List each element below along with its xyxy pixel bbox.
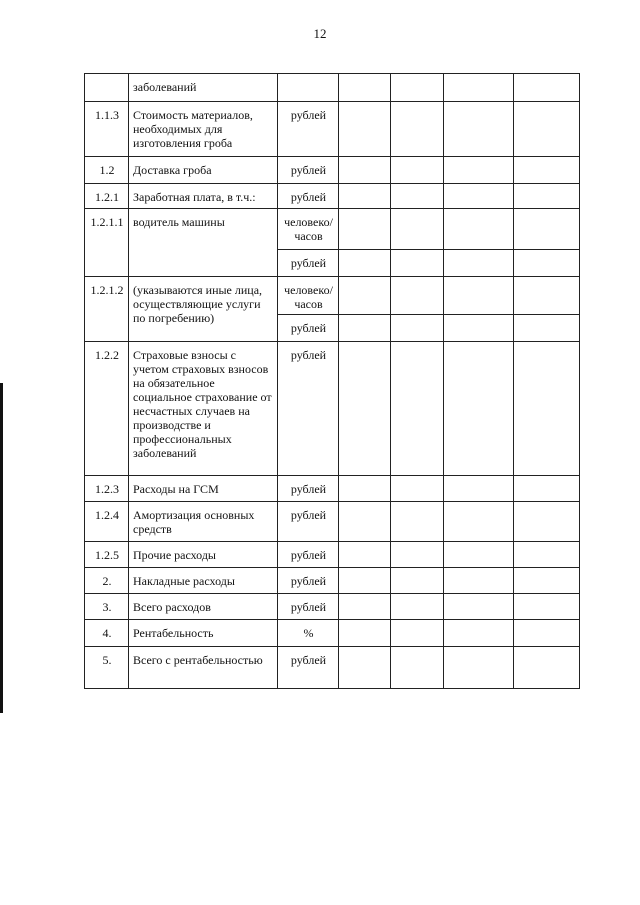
value-cell — [339, 250, 391, 277]
value-cell — [391, 184, 444, 209]
value-cell — [339, 184, 391, 209]
value-cell — [514, 542, 580, 568]
row-number-cell: 1.2.4 — [85, 502, 129, 542]
value-cell — [444, 102, 514, 157]
row-number-cell: 1.2.5 — [85, 542, 129, 568]
value-cell — [444, 476, 514, 502]
row-number-cell: 1.2.1 — [85, 184, 129, 209]
table-row — [85, 184, 580, 209]
row-number-cell: 1.2.1.2 — [85, 277, 129, 342]
unit-cell: рублей — [278, 184, 339, 209]
value-cell — [514, 209, 580, 250]
item-name-cell: Расходы на ГСМ — [129, 476, 278, 502]
unit-cell: рублей — [278, 342, 339, 476]
item-name-cell: Рентабельность — [129, 620, 278, 647]
unit-cell: рублей — [278, 315, 339, 342]
table-row — [85, 74, 580, 102]
table-row — [85, 476, 580, 502]
value-cell — [444, 184, 514, 209]
value-cell — [391, 315, 444, 342]
value-cell — [444, 209, 514, 250]
unit-cell: рублей — [278, 102, 339, 157]
item-name-cell: Стоимость материалов, необходимых для изготовления гроба — [129, 102, 278, 157]
value-cell — [339, 315, 391, 342]
item-name-cell: Прочие расходы — [129, 542, 278, 568]
row-number-cell — [85, 74, 129, 102]
value-cell — [514, 157, 580, 184]
value-cell — [444, 620, 514, 647]
value-cell — [514, 342, 580, 476]
value-cell — [339, 102, 391, 157]
value-cell — [391, 647, 444, 689]
item-name-cell: Доставка гроба — [129, 157, 278, 184]
row-number-cell: 1.2.2 — [85, 342, 129, 476]
value-cell — [514, 620, 580, 647]
table-row — [85, 277, 580, 315]
value-cell — [391, 620, 444, 647]
value-cell — [514, 184, 580, 209]
unit-cell — [278, 74, 339, 102]
table-row — [85, 647, 580, 689]
unit-cell: рублей — [278, 594, 339, 620]
value-cell — [339, 476, 391, 502]
value-cell — [339, 209, 391, 250]
unit-cell: % — [278, 620, 339, 647]
value-cell — [444, 342, 514, 476]
unit-cell: человеко/ часов — [278, 209, 339, 250]
value-cell — [444, 277, 514, 315]
row-number-cell: 1.2.1.1 — [85, 209, 129, 277]
value-cell — [444, 250, 514, 277]
value-cell — [339, 568, 391, 594]
value-cell — [339, 542, 391, 568]
value-cell — [514, 647, 580, 689]
value-cell — [514, 277, 580, 315]
item-name-cell: (указываются иные лица, осуществляющие услуги по погребению) — [129, 277, 278, 342]
value-cell — [391, 342, 444, 476]
value-cell — [339, 647, 391, 689]
unit-cell: рублей — [278, 502, 339, 542]
value-cell — [514, 102, 580, 157]
value-cell — [391, 502, 444, 542]
row-number-cell: 2. — [85, 568, 129, 594]
unit-cell: рублей — [278, 647, 339, 689]
unit-cell: человеко/ часов — [278, 277, 339, 315]
page-number: 12 — [313, 26, 327, 41]
value-cell — [391, 594, 444, 620]
item-name-cell: Заработная плата, в т.ч.: — [129, 184, 278, 209]
value-cell — [391, 157, 444, 184]
unit-cell: рублей — [278, 157, 339, 184]
item-name-cell: водитель машины — [129, 209, 278, 277]
value-cell — [444, 542, 514, 568]
unit-cell: рублей — [278, 476, 339, 502]
table-row — [85, 620, 580, 647]
row-number-cell: 1.2.3 — [85, 476, 129, 502]
value-cell — [514, 476, 580, 502]
item-name-cell: Накладные расходы — [129, 568, 278, 594]
row-number-cell: 1.1.3 — [85, 102, 129, 157]
unit-cell: рублей — [278, 250, 339, 277]
table-row — [85, 342, 580, 476]
value-cell — [444, 74, 514, 102]
item-name-cell: заболеваний — [129, 74, 278, 102]
row-number-cell: 4. — [85, 620, 129, 647]
value-cell — [391, 476, 444, 502]
table-row — [85, 594, 580, 620]
value-cell — [444, 502, 514, 542]
value-cell — [339, 594, 391, 620]
value-cell — [339, 342, 391, 476]
table-row — [85, 542, 580, 568]
value-cell — [444, 647, 514, 689]
value-cell — [444, 594, 514, 620]
value-cell — [514, 568, 580, 594]
value-cell — [339, 502, 391, 542]
value-cell — [444, 157, 514, 184]
item-name-cell: Амортизация основных средств — [129, 502, 278, 542]
row-number-cell: 3. — [85, 594, 129, 620]
value-cell — [339, 620, 391, 647]
value-cell — [514, 315, 580, 342]
value-cell — [444, 568, 514, 594]
cost-calculation-table — [84, 73, 580, 689]
value-cell — [444, 315, 514, 342]
row-number-cell: 5. — [85, 647, 129, 689]
value-cell — [339, 157, 391, 184]
value-cell — [339, 277, 391, 315]
row-number-cell: 1.2 — [85, 157, 129, 184]
value-cell — [339, 74, 391, 102]
table-row — [85, 568, 580, 594]
table-row — [85, 502, 580, 542]
item-name-cell: Страховые взносы с учетом страховых взносов на обязательное социальное страхование от несчастных случаев на производстве и профессиональных заболеваний — [129, 342, 278, 476]
unit-cell: рублей — [278, 542, 339, 568]
value-cell — [391, 568, 444, 594]
value-cell — [391, 250, 444, 277]
value-cell — [514, 74, 580, 102]
table-row — [85, 157, 580, 184]
value-cell — [514, 502, 580, 542]
value-cell — [391, 102, 444, 157]
value-cell — [514, 250, 580, 277]
item-name-cell: Всего расходов — [129, 594, 278, 620]
scan-edge-mark — [0, 383, 3, 713]
value-cell — [391, 74, 444, 102]
value-cell — [391, 209, 444, 250]
table-row — [85, 209, 580, 250]
item-name-cell: Всего с рентабельностью — [129, 647, 278, 689]
table-row — [85, 102, 580, 157]
value-cell — [391, 542, 444, 568]
value-cell — [514, 594, 580, 620]
value-cell — [391, 277, 444, 315]
unit-cell: рублей — [278, 568, 339, 594]
